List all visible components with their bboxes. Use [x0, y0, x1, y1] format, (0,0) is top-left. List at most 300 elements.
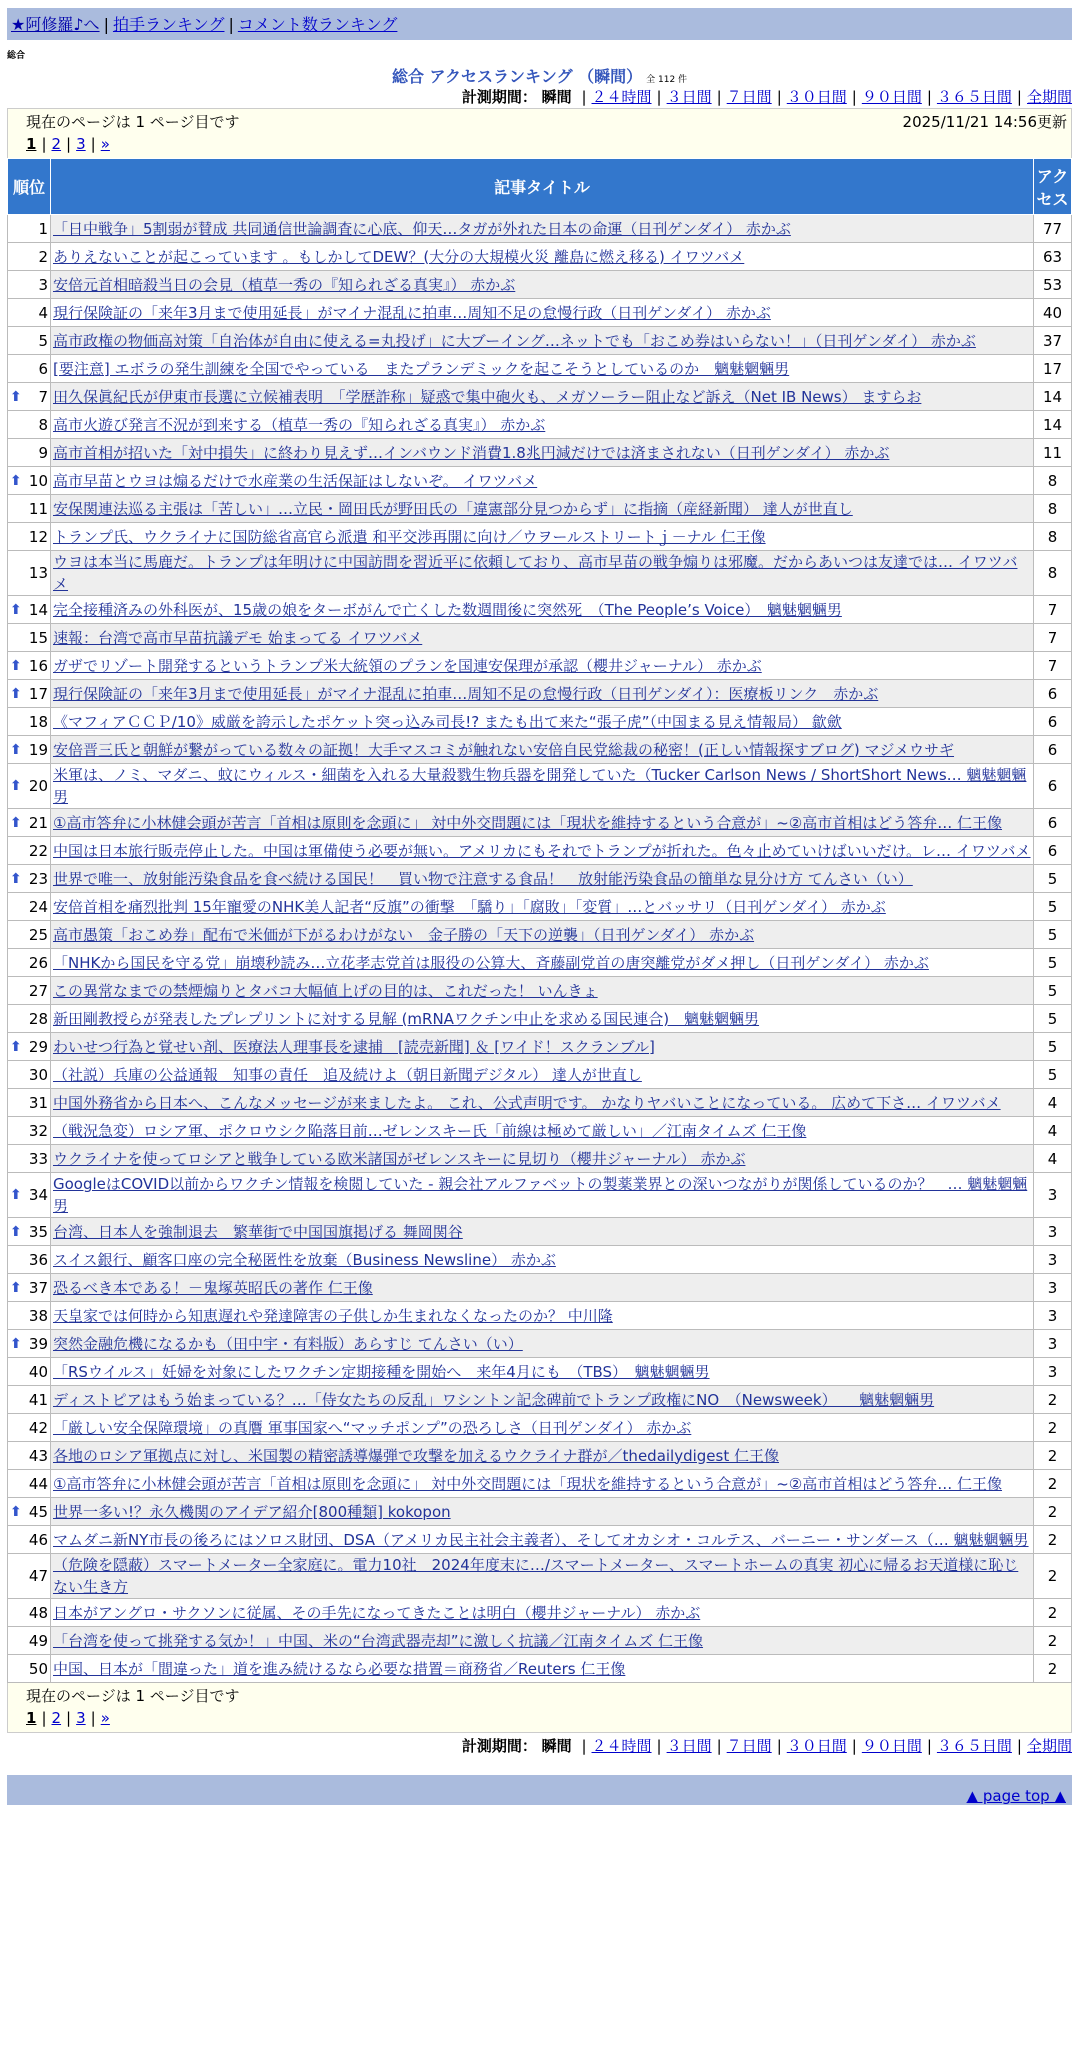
table-row: [8, 243, 1072, 271]
period-separator: |: [1016, 1737, 1022, 1755]
rank-header: 順位: [8, 159, 51, 215]
rank-number: 21: [28, 813, 48, 832]
rank-number: 35: [28, 1222, 48, 1241]
article-link[interactable]: マムダニ新NY市長の後ろにはソロス財団、DSA（アメリカ民主社会主義者）、そしてオカシオ・コルテス、バーニー・サンダース（… 魑魅魍魎男: [53, 1530, 1029, 1549]
article-link[interactable]: 「厳しい安全保障環境」の真贋 軍事国家へ“マッチポンプ”の恐ろしさ（日刊ゲンダイ） 赤かぶ: [53, 1418, 692, 1437]
article-link[interactable]: 《マフィアＣＣＰ/10》威厳を誇示したポケット突っ込み司長!? またも出て来た“張子虎”（中国まる見え情報局） 歙歛: [53, 712, 842, 731]
article-link[interactable]: 高市愚策「おこめ券」配布で米価が下がるわけがない 金子勝の「天下の逆襲」（日刊ゲンダイ） 赤かぶ: [53, 925, 755, 944]
rank-number: 5: [38, 331, 48, 350]
pager-link[interactable]: 3: [76, 1709, 86, 1727]
title-cell: [51, 1005, 1034, 1033]
period-separator: |: [926, 1737, 932, 1755]
period-link[interactable]: ９０日間: [861, 88, 922, 106]
rank-number: 44: [28, 1474, 48, 1493]
rank-cell: [8, 1005, 51, 1033]
rank-cell: [8, 1470, 51, 1498]
table-row: [8, 1442, 1072, 1470]
table-row: [8, 327, 1072, 355]
article-link[interactable]: ディストピアはもう始まっている？…「侍女たちの反乱」ワシントン記念碑前でトランプ政権にNO （Newsweek） 魑魅魍魎男: [53, 1390, 935, 1409]
rank-cell: [8, 1089, 51, 1117]
table-row: [8, 383, 1072, 411]
access-count: 11: [1034, 439, 1072, 467]
article-link[interactable]: 高市政権の物価高対策「自治体が自由に使える=丸投げ」に大ブーイング…ネットでも「おこめ券はいらない！」（日刊ゲンダイ） 赤かぶ: [53, 331, 976, 350]
rank-number: 16: [28, 656, 48, 675]
title-cell: [51, 809, 1034, 837]
rank-cell: [8, 596, 51, 624]
period-link[interactable]: ３０日間: [786, 88, 847, 106]
access-count: 2: [1034, 1414, 1072, 1442]
period-link[interactable]: 全期間: [1026, 88, 1072, 106]
article-link[interactable]: 田久保眞紀氏が伊東市長選に立候補表明 「学歴詐称」疑惑で集中砲火も、メガソーラー阻止など訴え（Net IB News） ますらお: [53, 387, 922, 406]
table-row: [8, 865, 1072, 893]
access-count: 17: [1034, 355, 1072, 383]
period-separator: |: [716, 88, 722, 106]
access-count: 77: [1034, 215, 1072, 243]
up-arrow-icon: ⬆: [10, 685, 22, 702]
rank-cell: [8, 1498, 51, 1526]
table-row: [8, 921, 1072, 949]
period-link[interactable]: ３６５日間: [936, 1737, 1012, 1755]
rank-cell: [8, 383, 51, 411]
title-cell: [51, 921, 1034, 949]
table-row: [8, 1117, 1072, 1145]
ranking-title: 総合 アクセスランキング （瞬間）: [391, 67, 643, 86]
title-cell: [51, 652, 1034, 680]
article-link[interactable]: 日本がアングロ・サクソンに従属、その手先になってきたことは明白（櫻井ジャーナル） 赤かぶ: [53, 1603, 701, 1622]
title-cell: [51, 624, 1034, 652]
period-separator: |: [776, 1737, 782, 1755]
period-link[interactable]: ３日間: [666, 1737, 712, 1755]
access-count: 5: [1034, 893, 1072, 921]
rank-number: 12: [28, 527, 48, 546]
category-label: 総合: [7, 51, 26, 61]
table-row: [8, 1386, 1072, 1414]
rank-cell: [8, 1414, 51, 1442]
article-link[interactable]: 「NHKから国民を守る党」崩壊秒読み…立花孝志党首は服役の公算大、斉藤副党首の唐突離党がダメ押し（日刊ゲンダイ） 赤かぶ: [53, 953, 929, 972]
pager-next-link[interactable]: »: [100, 1709, 110, 1727]
table-row: [8, 596, 1072, 624]
ranking-body: [8, 215, 1072, 1683]
article-link[interactable]: 現行保険証の「来年3月まで使用延長」がマイナ混乱に拍車…周知不足の怠慢行政（日刊ゲンダイ）：医療板リンク 赤かぶ: [53, 684, 879, 703]
rank-cell: [8, 439, 51, 467]
table-row: [8, 299, 1072, 327]
title-cell: [51, 680, 1034, 708]
rank-cell: [8, 1145, 51, 1173]
current-page-text: 現在のページは 1 ページ目です: [26, 113, 240, 131]
table-row: [8, 1089, 1072, 1117]
article-link[interactable]: 突然金融危機になるかも（田中宇・有料版）あらすじ てんさい（い）: [53, 1334, 523, 1353]
rank-cell: [8, 624, 51, 652]
pager-link[interactable]: 2: [51, 1709, 62, 1727]
article-link[interactable]: GoogleはCOVID以前からワクチン情報を検閲していた - 親会社アルファベットの製薬業界との深いつながりが関係しているのか？ … 魑魅魍魎男: [53, 1175, 1028, 1215]
pager-link[interactable]: 3: [76, 135, 86, 153]
table-row: [8, 764, 1072, 809]
rank-cell: [8, 1033, 51, 1061]
rank-number: 45: [28, 1502, 48, 1521]
access-count: 5: [1034, 1033, 1072, 1061]
article-link[interactable]: 完全接種済みの外科医が、15歳の娘をターボがんで亡くした数週間後に突然死 （The People’s Voice） 魑魅魍魎男: [53, 600, 842, 619]
access-count: 3: [1034, 1358, 1072, 1386]
title-cell: [51, 411, 1034, 439]
up-arrow-icon: ⬆: [10, 472, 22, 489]
rank-number: 30: [28, 1065, 48, 1084]
rank-number: 33: [28, 1149, 48, 1168]
article-link[interactable]: 「日中戦争」5割弱が賛成 共同通信世論調査に心底、仰天…タガが外れた日本の命運（日刊ゲンダイ） 赤かぶ: [53, 219, 791, 238]
rank-cell: [8, 652, 51, 680]
rank-number: 22: [28, 841, 48, 860]
rank-cell: [8, 1627, 51, 1655]
rank-number: 20: [28, 777, 48, 795]
period-link[interactable]: 全期間: [1026, 1737, 1072, 1755]
pager-separator: |: [90, 135, 96, 153]
table-row: [8, 1358, 1072, 1386]
article-link[interactable]: 世界で唯一、放射能汚染食品を食べ続ける国民！ 買い物で注意する食品！ 放射能汚染食品の簡単な見分け方 てんさい（い）: [53, 869, 913, 888]
page-info-top: [7, 108, 1072, 158]
period-link[interactable]: ３日間: [666, 88, 712, 106]
rank-number: 17: [28, 684, 48, 703]
title-cell: [51, 523, 1034, 551]
table-row: [8, 467, 1072, 495]
table-row: [8, 977, 1072, 1005]
access-count: 2: [1034, 1554, 1072, 1599]
table-row: [8, 523, 1072, 551]
article-link[interactable]: 速報：台湾で高市早苗抗議デモ 始まってる イワツバメ: [53, 628, 423, 647]
rank-number: 7: [38, 387, 48, 406]
rank-cell: [8, 271, 51, 299]
rank-cell: [8, 921, 51, 949]
table-row: [8, 1173, 1072, 1218]
article-link[interactable]: わいせつ行為と覚せい剤、医療法人理事長を逮捕 [読売新聞] ＆ [ワイド！スクランブル]: [53, 1037, 655, 1056]
title-cell: [51, 596, 1034, 624]
title-cell: [51, 1498, 1034, 1526]
access-count: 3: [1034, 1274, 1072, 1302]
article-link[interactable]: [要注意] エボラの発生訓練を全国でやっている またプランデミックを起こそうとしているのか 魑魅魍魎男: [53, 359, 790, 378]
title-cell: [51, 299, 1034, 327]
pager-next-link[interactable]: »: [100, 135, 110, 153]
rank-number: 47: [28, 1567, 48, 1585]
rank-number: 46: [28, 1530, 48, 1549]
period-label: 計測期間：: [461, 88, 537, 106]
article-link[interactable]: 世界一多い!？永久機関のアイデア紹介[800種類] kokopon: [53, 1502, 451, 1521]
rank-cell: [8, 523, 51, 551]
rank-cell: [8, 551, 51, 596]
pager-current: 1: [26, 1709, 37, 1727]
page-top-link[interactable]: ▲ page top ▲: [966, 1787, 1066, 1805]
access-count: 2: [1034, 1599, 1072, 1627]
access-count: 8: [1034, 495, 1072, 523]
table-row: [8, 1145, 1072, 1173]
access-count: 8: [1034, 467, 1072, 495]
period-links: [576, 88, 1072, 106]
rank-number: 13: [28, 564, 48, 582]
pager-top: [26, 133, 1067, 155]
period-link[interactable]: ９０日間: [861, 1737, 922, 1755]
table-row: [8, 837, 1072, 865]
access-count: 53: [1034, 271, 1072, 299]
rank-cell: [8, 243, 51, 271]
comment-ranking-link[interactable]: コメント数ランキング: [237, 15, 398, 34]
article-link[interactable]: 中国は日本旅行販売停止した。中国は軍備使う必要が無い。アメリカにもそれでトランプが折れた。色々止めていけばいいだけ。レ… イワツバメ: [53, 841, 1031, 860]
title-cell: [51, 1274, 1034, 1302]
title-cell: [51, 551, 1034, 596]
up-arrow-icon: ⬆: [10, 814, 22, 831]
rank-cell: [8, 1117, 51, 1145]
access-count: 7: [1034, 624, 1072, 652]
article-link[interactable]: 米軍は、ノミ、マダニ、蚊にウィルス・細菌を入れる大量殺戮生物兵器を開発していた（Tucker Carlson News / ShortShort News… 魑魅魍魎男: [53, 766, 1027, 806]
title-cell: [51, 1218, 1034, 1246]
title-cell: [51, 1358, 1034, 1386]
article-link[interactable]: 天皇家では何時から知恵遅れや発達障害の子供しか生まれなくなったのか？ 中川隆: [53, 1306, 613, 1325]
article-link[interactable]: （社説）兵庫の公益通報 知事の責任 追及続けよ（朝日新聞デジタル） 達人が世直し: [53, 1065, 642, 1084]
title-cell: [51, 865, 1034, 893]
table-row: [8, 271, 1072, 299]
up-arrow-icon: ⬆: [10, 601, 22, 618]
pager-bottom: [26, 1707, 1067, 1729]
rank-number: 19: [28, 740, 48, 759]
period-link[interactable]: ３０日間: [786, 1737, 847, 1755]
title-cell: [51, 1302, 1034, 1330]
article-link[interactable]: この異常なまでの禁煙煽りとタバコ大幅値上げの目的は、これだった！ いんきょ: [53, 981, 598, 1000]
rank-number: 50: [28, 1659, 48, 1678]
title-cell: [51, 949, 1034, 977]
rank-cell: [8, 708, 51, 736]
access-count: 6: [1034, 736, 1072, 764]
access-count: 4: [1034, 1089, 1072, 1117]
rank-cell: [8, 1173, 51, 1218]
title-header: 記事タイトル: [51, 159, 1034, 215]
access-count: 5: [1034, 921, 1072, 949]
table-row: [8, 1330, 1072, 1358]
access-count: 7: [1034, 652, 1072, 680]
article-link[interactable]: 安倍元首相暗殺当日の会見（植草一秀の『知られざる真実』） 赤かぶ: [53, 275, 516, 294]
table-row: [8, 708, 1072, 736]
article-link[interactable]: 安倍晋三氏と朝鮮が繋がっている数々の証拠！大手マスコミが触れない安倍自民党総裁の秘密！(正しい情報探すブログ) マジメウサギ: [53, 740, 955, 759]
rank-cell: [8, 1218, 51, 1246]
article-link[interactable]: 「台湾を使って挑発する気か！」中国、米の“台湾武器売却”に激しく抗議／江南タイムズ 仁王像: [53, 1631, 704, 1650]
table-row: [8, 1061, 1072, 1089]
article-link[interactable]: ①高市答弁に小林健会頭が苦言「首相は原則を念頭に」 対中外交問題には「現状を維持するという合意が」~②高市首相はどう答弁… 仁王像: [53, 813, 1003, 832]
rank-cell: [8, 1061, 51, 1089]
rank-cell: [8, 1554, 51, 1599]
title-cell: [51, 1655, 1034, 1683]
pager-separator: |: [41, 1709, 47, 1727]
footer-bar: [7, 1775, 1072, 1805]
rank-cell: [8, 215, 51, 243]
rank-number: 41: [28, 1390, 48, 1409]
period-current: 瞬間: [541, 88, 572, 106]
up-arrow-icon: ⬆: [10, 1335, 22, 1352]
period-separator: |: [1016, 88, 1022, 106]
access-count: 5: [1034, 1061, 1072, 1089]
period-separator: |: [851, 88, 857, 106]
access-count: 4: [1034, 1145, 1072, 1173]
table-row: [8, 680, 1072, 708]
article-link[interactable]: ありえないことが起こっています 。もしかしてDEW？(大分の大規模火災 離島に燃え移る) イワツバメ: [53, 247, 745, 266]
rank-cell: [8, 1655, 51, 1683]
period-link[interactable]: ２４時間: [591, 88, 652, 106]
title-cell: [51, 837, 1034, 865]
table-row: [8, 495, 1072, 523]
title-cell: [51, 1033, 1034, 1061]
table-row: [8, 1470, 1072, 1498]
period-label: 計測期間：: [461, 1737, 537, 1755]
access-count: 40: [1034, 299, 1072, 327]
up-arrow-icon: ⬆: [10, 1223, 22, 1240]
table-row: [8, 1274, 1072, 1302]
article-link[interactable]: 高市首相が招いた「対中損失」に終わり見えず…インバウンド消費1.8兆円減だけでは済まされない（日刊ゲンダイ） 赤かぶ: [53, 443, 890, 462]
article-link[interactable]: 中国、日本が「間違った」道を進み続けるなら必要な措置＝商務省／Reuters 仁王像: [53, 1659, 626, 1678]
article-link[interactable]: 安保関連法巡る主張は「苦しい」…立民・岡田氏が野田氏の「違憲部分見つからず」に指摘（産経新聞） 達人が世直し: [53, 499, 853, 518]
period-separator: |: [581, 1737, 587, 1755]
rank-cell: [8, 1302, 51, 1330]
rank-number: 36: [28, 1250, 48, 1269]
access-count: 7: [1034, 596, 1072, 624]
home-link[interactable]: ★阿修羅♪へ: [11, 15, 100, 34]
up-arrow-icon: ⬆: [10, 870, 22, 887]
title-cell: [51, 1386, 1034, 1414]
period-link[interactable]: ７日間: [726, 1737, 772, 1755]
rank-number: 2: [38, 247, 48, 266]
pager-link[interactable]: 2: [51, 135, 62, 153]
table-row: [8, 1218, 1072, 1246]
period-selector-top: [7, 86, 1072, 108]
page-info-bottom: [7, 1683, 1072, 1733]
rank-number: 37: [28, 1278, 48, 1297]
rank-number: 23: [28, 869, 48, 888]
period-link[interactable]: ７日間: [726, 88, 772, 106]
table-header-row: [8, 159, 1072, 215]
title-cell: [51, 1470, 1034, 1498]
access-count: 5: [1034, 977, 1072, 1005]
title-cell: [51, 383, 1034, 411]
pager-separator: |: [90, 1709, 96, 1727]
rank-number: 14: [28, 600, 48, 619]
period-link[interactable]: ２４時間: [591, 1737, 652, 1755]
article-link[interactable]: ウヨは本当に馬鹿だ。トランプは年明けに中国訪問を習近平に依頼しており、高市早苗の戦争煽りは邪魔。だからあいつは友達では… イワツバメ: [53, 553, 1018, 593]
title-cell: [51, 1526, 1034, 1554]
access-count: 2: [1034, 1442, 1072, 1470]
table-row: [8, 215, 1072, 243]
access-count: 6: [1034, 764, 1072, 809]
article-link[interactable]: 高市火遊び発言不況が到来する（植草一秀の『知られざる真実』） 赤かぶ: [53, 415, 546, 434]
period-links: [576, 1737, 1072, 1755]
rank-cell: [8, 411, 51, 439]
up-arrow-icon: ⬆: [10, 1038, 22, 1055]
pager-current: 1: [26, 135, 37, 153]
access-count: 14: [1034, 411, 1072, 439]
article-link[interactable]: 安倍首相を痛烈批判 15年寵愛のNHK美人記者“反旗”の衝撃 「驕り」「腐敗」「変質」…とバッサリ（日刊ゲンダイ） 赤かぶ: [53, 897, 886, 916]
rank-cell: [8, 837, 51, 865]
rank-number: 10: [28, 471, 48, 490]
table-row: [8, 1414, 1072, 1442]
title-cell: [51, 1061, 1034, 1089]
table-row: [8, 893, 1072, 921]
access-count: 8: [1034, 551, 1072, 596]
title-cell: [51, 215, 1034, 243]
rank-number: 24: [28, 897, 48, 916]
article-link[interactable]: 中国外務省から日本へ、こんなメッセージが来ましたよ。 これ、公式声明です。 かなりヤバいことになっている。 広めて下さ… イワツバメ: [53, 1093, 1001, 1112]
ranking-heading: [7, 64, 1072, 86]
rank-cell: [8, 1358, 51, 1386]
rank-number: 9: [38, 443, 48, 462]
rank-cell: [8, 764, 51, 809]
article-link[interactable]: 各地のロシア軍拠点に対し、米国製の精密誘導爆弾で攻撃を加えるウクライナ群が／thedailydigest 仁王像: [53, 1446, 779, 1465]
table-row: [8, 624, 1072, 652]
rank-number: 18: [28, 712, 48, 731]
article-link[interactable]: （危険を隠蔽）スマートメーター全家庭に。電力10社 2024年度末に…/スマートメーター、スマートホームの真実 初心に帰るお天道様に恥じない生き方: [53, 1556, 1019, 1596]
table-row: [8, 439, 1072, 467]
rank-cell: [8, 949, 51, 977]
period-link[interactable]: ３６５日間: [936, 88, 1012, 106]
clap-ranking-link[interactable]: 拍手ランキング: [112, 15, 225, 34]
rank-cell: [8, 467, 51, 495]
article-link[interactable]: 現行保険証の「来年3月まで使用延長」がマイナ混乱に拍車…周知不足の怠慢行政（日刊ゲンダイ） 赤かぶ: [53, 303, 771, 322]
rank-cell: [8, 1330, 51, 1358]
period-separator: |: [716, 1737, 722, 1755]
rank-cell: [8, 893, 51, 921]
article-link[interactable]: ①高市答弁に小林健会頭が苦言「首相は原則を念頭に」 対中外交問題には「現状を維持するという合意が」~②高市首相はどう答弁… 仁王像: [53, 1474, 1003, 1493]
period-separator: |: [656, 1737, 662, 1755]
article-link[interactable]: 台湾、日本人を強制退去 繁華街で中国国旗掲げる 舞岡関谷: [53, 1222, 463, 1241]
rank-cell: [8, 495, 51, 523]
pager-separator: |: [41, 135, 47, 153]
table-row: [8, 1655, 1072, 1683]
article-link[interactable]: スイス銀行、顧客口座の完全秘匿性を放棄（Business Newsline） 赤かぶ: [53, 1250, 556, 1269]
article-link[interactable]: ウクライナを使ってロシアと戦争している欧米諸国がゼレンスキーに見切り（櫻井ジャーナル） 赤かぶ: [53, 1149, 746, 1168]
up-arrow-icon: ⬆: [10, 1503, 22, 1520]
table-row: [8, 551, 1072, 596]
title-cell: [51, 977, 1034, 1005]
rank-cell: [8, 327, 51, 355]
access-count: 5: [1034, 865, 1072, 893]
rank-number: 15: [28, 628, 48, 647]
title-cell: [51, 495, 1034, 523]
table-row: [8, 949, 1072, 977]
article-link[interactable]: トランプ氏、ウクライナに国防総省高官ら派遣 和平交渉再開に向け／ウヲールストリートｊ－ナル 仁王像: [53, 527, 766, 546]
access-count: 8: [1034, 523, 1072, 551]
rank-number: 49: [28, 1631, 48, 1650]
title-cell: [51, 1117, 1034, 1145]
rank-number: 8: [38, 415, 48, 434]
article-link[interactable]: （戦況急変）ロシア軍、ポクロウシク陥落目前…ゼレンスキー氏「前線は極めて厳しい」／江南タイムズ 仁王像: [53, 1121, 807, 1140]
pager-links: [36, 135, 109, 153]
access-count: 2: [1034, 1526, 1072, 1554]
article-link[interactable]: 高市早苗とウヨは煽るだけで水産業の生活保証はしないぞ。 イワツバメ: [53, 471, 538, 490]
article-link[interactable]: ガザでリゾート開発するというトランプ米大統領のプランを国連安保理が承認（櫻井ジャーナル） 赤かぶ: [53, 656, 762, 675]
table-row: [8, 652, 1072, 680]
access-count: 3: [1034, 1246, 1072, 1274]
title-cell: [51, 327, 1034, 355]
access-count: 5: [1034, 949, 1072, 977]
title-cell: [51, 1145, 1034, 1173]
article-link[interactable]: 「RSウイルス」妊婦を対象にしたワクチン定期接種を開始へ 来年4月にも （TBS） 魑魅魍魎男: [53, 1362, 710, 1381]
table-row: [8, 1005, 1072, 1033]
rank-cell: [8, 736, 51, 764]
access-count: 2: [1034, 1627, 1072, 1655]
period-separator: |: [851, 1737, 857, 1755]
article-link[interactable]: 新田剛教授らが発表したプレプリントに対する見解 (mRNAワクチン中止を求める国民連合) 魑魅魍魎男: [53, 1009, 760, 1028]
up-arrow-icon: ⬆: [10, 388, 22, 405]
title-cell: [51, 764, 1034, 809]
period-separator: |: [926, 88, 932, 106]
table-row: [8, 411, 1072, 439]
rank-cell: [8, 1386, 51, 1414]
rank-number: 4: [38, 303, 48, 322]
access-count: 6: [1034, 837, 1072, 865]
title-cell: [51, 1330, 1034, 1358]
article-link[interactable]: 恐るべき本である！－鬼塚英昭氏の著作 仁王像: [53, 1278, 373, 1297]
rank-cell: [8, 1526, 51, 1554]
